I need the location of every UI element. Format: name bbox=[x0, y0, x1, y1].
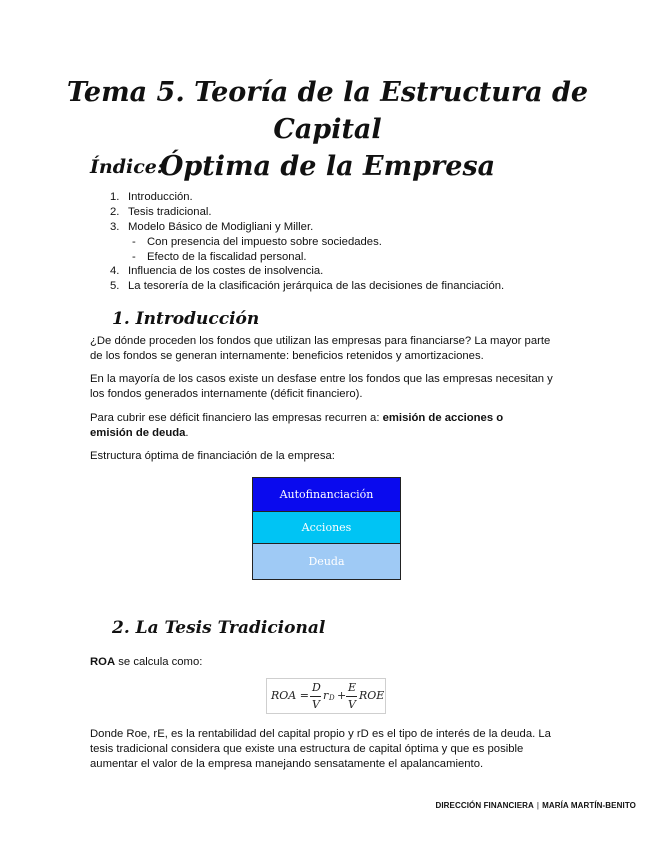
toc-text: Modelo Básico de Modigliani y Miller. bbox=[128, 220, 314, 233]
roa-rest: se calcula como: bbox=[115, 656, 203, 668]
toc-subitem bbox=[110, 250, 630, 265]
toc-text: Tesis tradicional. bbox=[128, 205, 212, 218]
fraction-bar-2 bbox=[346, 696, 357, 697]
toc-text: La tesorería de la clasificación jerárquica de las decisiones de financiación. bbox=[128, 280, 505, 293]
financing-row-acciones: Acciones bbox=[253, 511, 400, 543]
formula-numerator-1: D bbox=[312, 681, 321, 694]
toc-subtext: Efecto de la fiscalidad personal. bbox=[147, 250, 307, 263]
intro-p3-bold: emisión de acciones o emisión de deuda bbox=[90, 412, 504, 439]
intro-p3-text: Para cubrir ese déficit financiero las empresas recurren a: bbox=[90, 412, 383, 424]
toc-item bbox=[110, 279, 630, 294]
intro-paragraph-2: En la mayoría de los casos existe un desfase entre los fondos que las empresas necesitan y los fondos generados internamente (déficit financiero). bbox=[90, 373, 553, 400]
footer-author: MARÍA MARTÍN-BENITO bbox=[542, 801, 636, 810]
toc-dash: - bbox=[132, 250, 136, 263]
footer-subject: DIRECCIÓN FINANCIERA bbox=[435, 801, 534, 810]
toc-number: 3. bbox=[110, 220, 120, 233]
table-of-contents bbox=[110, 190, 630, 294]
formula-denominator-1: V bbox=[312, 698, 320, 711]
toc-item bbox=[110, 205, 630, 220]
toc-subitem bbox=[110, 235, 630, 250]
intro-p3-end: . bbox=[185, 426, 189, 439]
page-footer bbox=[400, 801, 636, 810]
formula-lhs: ROA = bbox=[271, 689, 309, 702]
financing-row-autofinanciacion: Autofinanciación bbox=[253, 478, 400, 511]
toc-text: Introducción. bbox=[128, 191, 193, 203]
formula-denominator-2: V bbox=[348, 698, 356, 711]
roa-bold: ROA bbox=[90, 656, 116, 668]
intro-paragraph-4: Estructura óptima de financiación de la empresa: bbox=[90, 450, 335, 462]
section-2-heading: 2. La Tesis Tradicional bbox=[112, 618, 326, 638]
toc-number: 5. bbox=[110, 280, 120, 293]
toc-dash: - bbox=[132, 235, 136, 248]
intro-paragraph-3 bbox=[90, 411, 540, 441]
formula-term-1: r bbox=[323, 689, 329, 702]
fraction-bar-1 bbox=[310, 696, 321, 697]
formula-plus: + bbox=[337, 689, 347, 702]
financing-row-deuda: Deuda bbox=[253, 543, 400, 579]
formula-term-2: ROE bbox=[359, 689, 385, 702]
index-heading: Índice: bbox=[90, 156, 164, 178]
title-line-2: Óptima de la Empresa bbox=[159, 151, 496, 182]
toc-number: 1. bbox=[110, 191, 120, 203]
financing-structure-table bbox=[252, 477, 401, 580]
toc-number: 2. bbox=[110, 205, 120, 218]
section-1-heading: 1. Introducción bbox=[112, 309, 260, 329]
roa-paragraph bbox=[90, 655, 560, 670]
title-line-1: Tema 5. Teoría de la Estructura de Capital bbox=[66, 77, 589, 145]
toc-item bbox=[110, 220, 630, 235]
footer-separator: | bbox=[536, 801, 540, 810]
tesis-paragraph: Donde Roe, rE, es la rentabilidad del capital propio y rD es el tipo de interés de la deuda. La tesis tradicional considera que existe una estructura de capital óptima y que es posible aumentar el valor de la empresa manejando sensatamente el apalancamiento. bbox=[90, 728, 551, 770]
intro-paragraph-1: ¿De dónde proceden los fondos que utilizan las empresas para financiarse? La mayor parte de los fondos se generan internamente: beneficios retenidos y amortizaciones. bbox=[90, 335, 551, 362]
formula-numerator-2: E bbox=[348, 681, 357, 694]
toc-item bbox=[110, 264, 630, 279]
toc-number: 4. bbox=[110, 265, 120, 278]
roa-formula bbox=[266, 678, 386, 714]
formula-term-1-subscript: D bbox=[329, 694, 335, 702]
toc-item bbox=[110, 190, 630, 205]
toc-subtext: Con presencia del impuesto sobre sociedades. bbox=[147, 235, 382, 248]
toc-text: Influencia de los costes de insolvencia. bbox=[128, 265, 324, 278]
